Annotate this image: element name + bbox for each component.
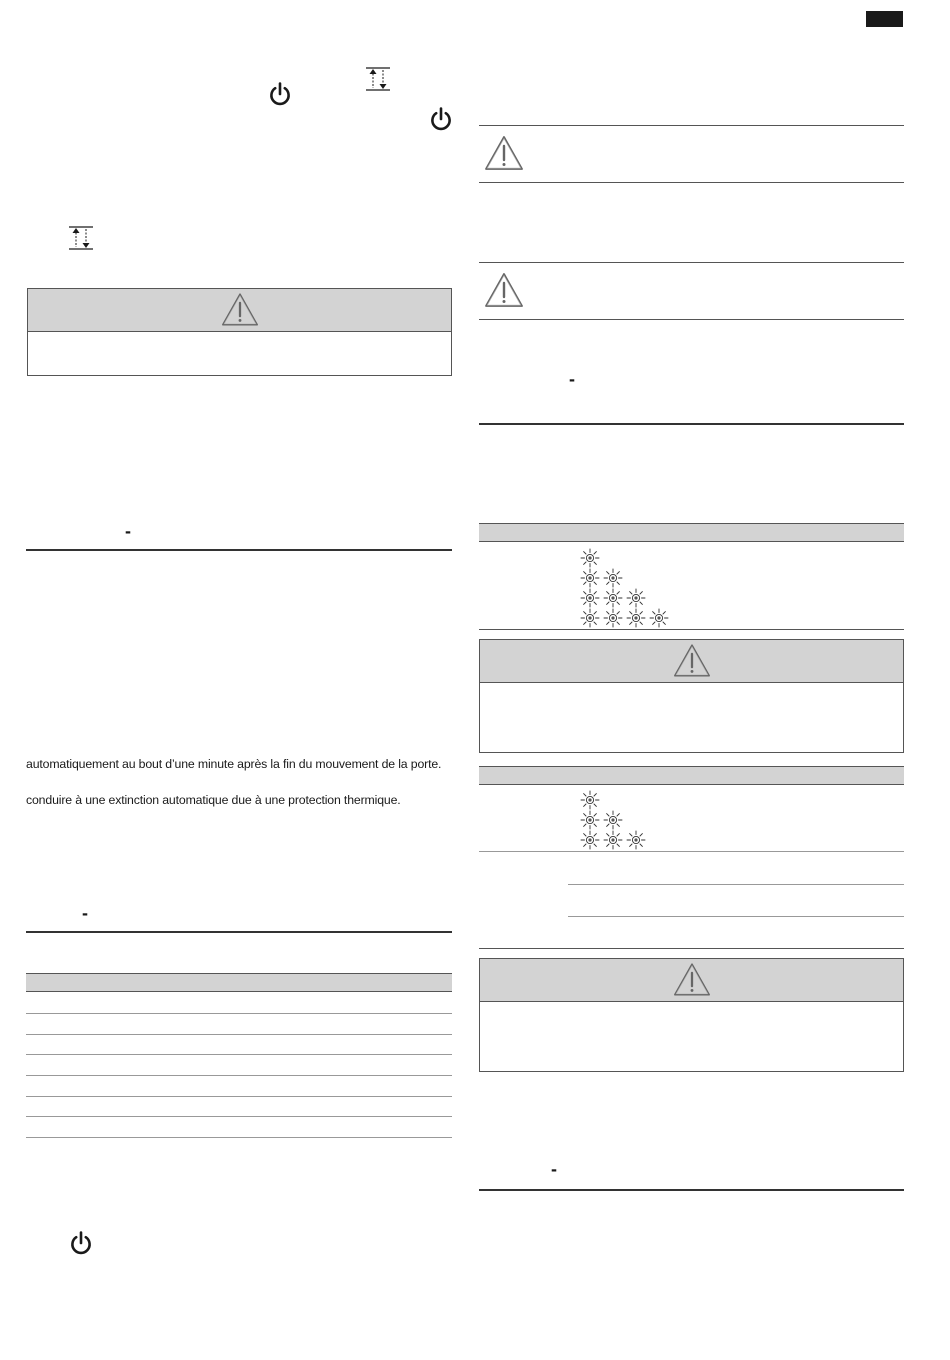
table-row (26, 1034, 452, 1035)
led-flash-icon (580, 810, 600, 830)
section-rule (26, 549, 452, 551)
table-row (568, 884, 904, 885)
led-flash-icon (603, 810, 623, 830)
table-row (26, 1075, 452, 1076)
section-dash: - (125, 521, 131, 541)
led-table (580, 548, 700, 628)
table-row (26, 1116, 452, 1117)
language-tab (866, 11, 903, 27)
led-flash-icon (626, 830, 646, 850)
led-flash-icon (649, 608, 669, 628)
led-flash-icon (580, 830, 600, 850)
section-dash: - (551, 1159, 557, 1179)
warning-box-header (480, 959, 903, 1002)
caution-rule (479, 182, 904, 183)
power-icon (69, 1231, 93, 1257)
table-row (26, 1096, 452, 1097)
led-table-header (479, 523, 904, 542)
section-dash: - (82, 903, 88, 923)
travel-limit-icon (365, 66, 391, 92)
warning-triangle-icon (673, 962, 711, 997)
section-rule (479, 423, 904, 425)
caution-rule (479, 319, 904, 320)
led-flash-icon (580, 548, 600, 568)
led-flash-icon (603, 588, 623, 608)
table-row (26, 1054, 452, 1055)
table-header (26, 973, 452, 992)
led-flash-icon (580, 608, 600, 628)
warning-box (479, 958, 904, 1072)
table-bottom-rule (479, 948, 904, 949)
section-dash: - (569, 369, 575, 389)
led-flash-icon (580, 790, 600, 810)
warning-box (27, 288, 452, 376)
warning-box-header (28, 289, 451, 332)
section-rule (479, 1189, 904, 1191)
table-row (26, 1013, 452, 1014)
led-flash-icon (626, 588, 646, 608)
warning-triangle-icon (484, 272, 524, 308)
warning-triangle-icon (484, 135, 524, 171)
table-row (26, 1137, 452, 1138)
led-table-bottom-rule (479, 629, 904, 630)
led-table-header (479, 766, 904, 785)
warning-box (479, 639, 904, 753)
table-row (479, 851, 904, 852)
section-rule (26, 931, 452, 933)
power-icon (429, 107, 453, 133)
led-flash-icon (603, 608, 623, 628)
caution-rule (479, 125, 904, 126)
led-flash-icon (580, 568, 600, 588)
warning-triangle-icon (221, 292, 259, 327)
travel-limit-icon (68, 225, 94, 251)
paragraph-line: automatiquement au bout d’une minute après la fin du mouvement de la porte. (26, 757, 442, 771)
led-flash-icon (626, 608, 646, 628)
table-row (568, 916, 904, 917)
led-flash-icon (603, 830, 623, 850)
warning-triangle-icon (673, 643, 711, 678)
warning-box-header (480, 640, 903, 683)
paragraph-line: conduire à une extinction automatique due à une protection thermique. (26, 793, 401, 807)
led-table (580, 790, 700, 850)
power-icon (268, 82, 292, 108)
led-flash-icon (603, 568, 623, 588)
led-flash-icon (580, 588, 600, 608)
caution-rule (479, 262, 904, 263)
